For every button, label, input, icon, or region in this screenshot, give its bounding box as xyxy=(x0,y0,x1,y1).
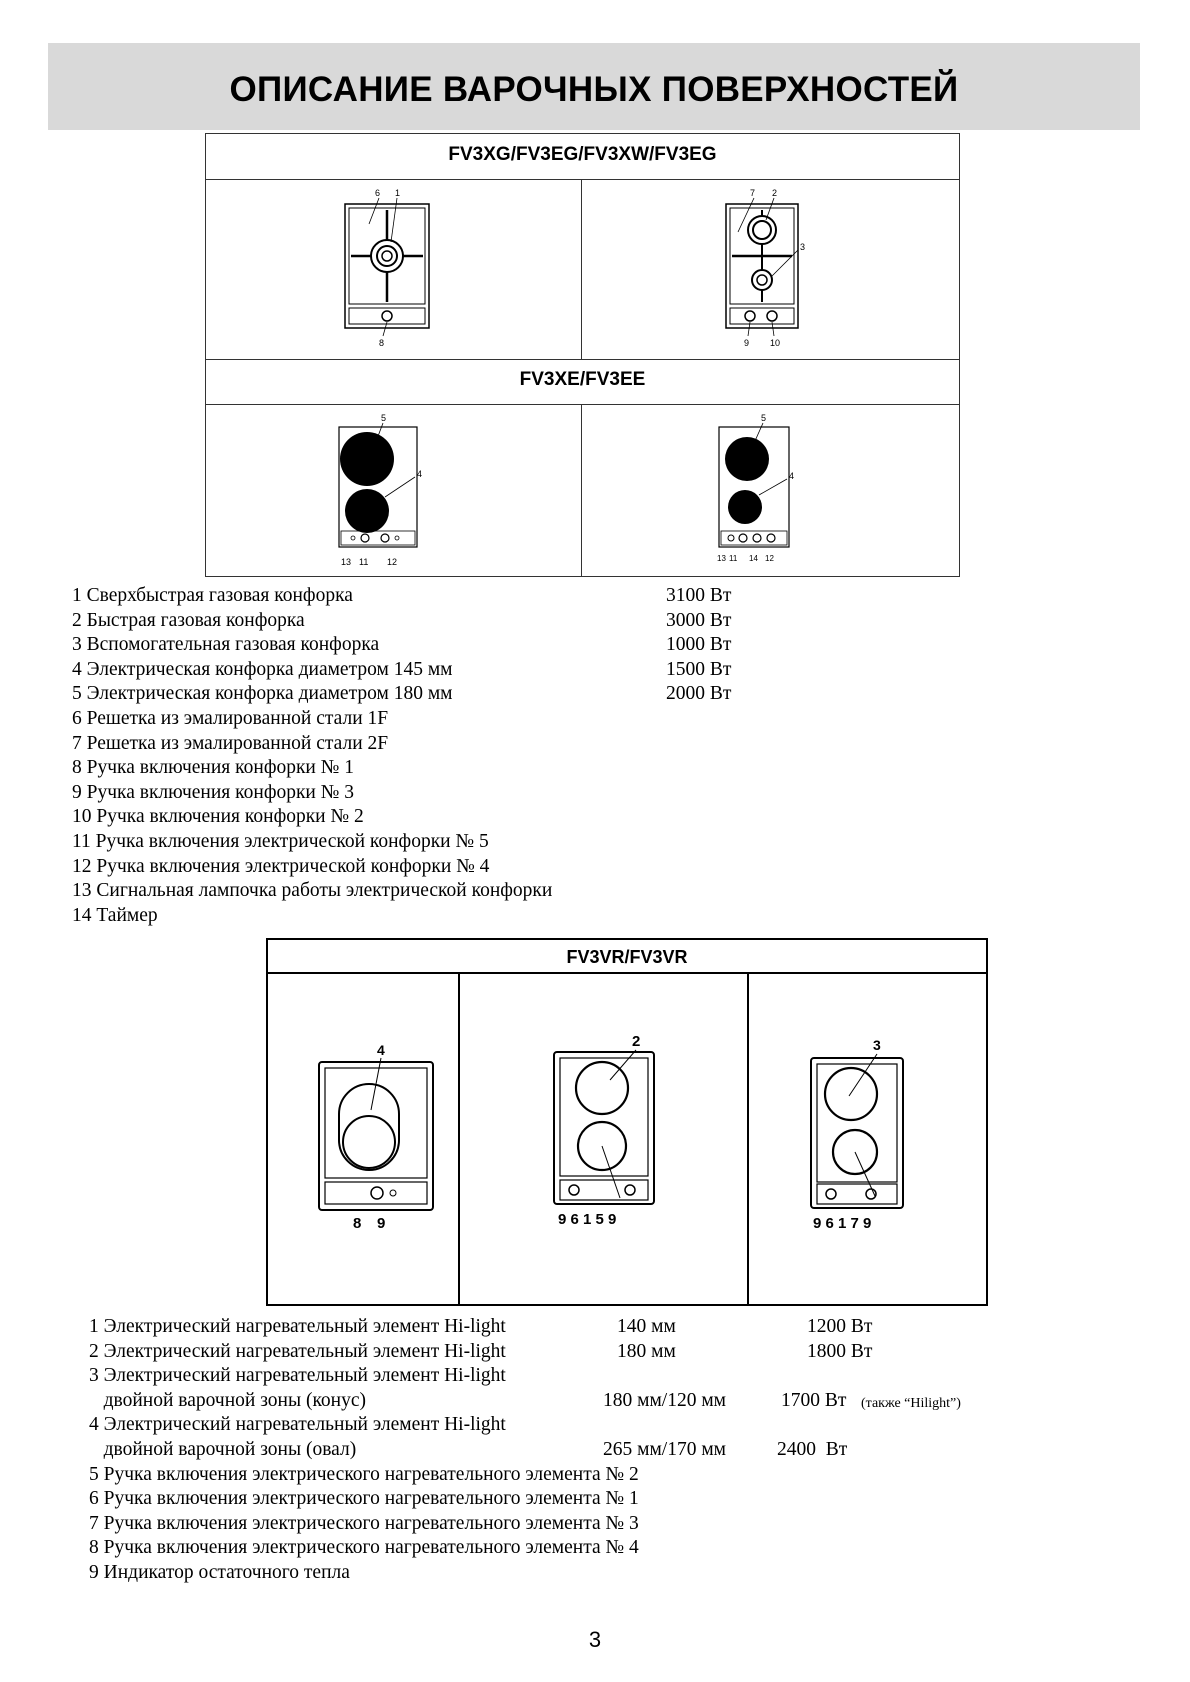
label-2: 2 xyxy=(772,188,778,198)
page-title: ОПИСАНИЕ ВАРОЧНЫХ ПОВЕРХНОСТЕЙ xyxy=(229,70,959,109)
electric-hob-figure-1 xyxy=(329,409,439,574)
label-4: 4 xyxy=(789,471,795,481)
bottom-labels: 9 6 1 7 9 xyxy=(813,1215,872,1232)
legend-item: 3 Вспомогательная газовая конфорка 1000 Вт xyxy=(72,634,732,656)
label-3: 3 xyxy=(873,1037,881,1053)
hilight-double-hob-figure-b xyxy=(550,1030,680,1230)
legend-list-2 xyxy=(89,1315,1009,1586)
electric-hob-figure-2 xyxy=(709,409,819,574)
legend-item: 8 Ручка включения конфорки № 1 xyxy=(72,757,354,779)
label-8: 8 xyxy=(353,1215,362,1230)
label-13: 13 xyxy=(717,554,726,563)
page-number: 3 xyxy=(588,1627,602,1652)
legend-item: 12 Ручка включения электрической конфорки № 4 xyxy=(72,855,490,877)
label-10: 10 xyxy=(770,338,781,348)
legend-item: 1 Электрический нагревательный элемент Hi-light 140 мм 1200 Вт xyxy=(89,1316,873,1337)
label-9: 9 xyxy=(377,1215,386,1230)
label-7: 7 xyxy=(750,188,756,198)
legend-item: 2 Быстрая газовая конфорка 3000 Вт xyxy=(72,609,732,631)
hilight-double-hob-figure-c xyxy=(809,1034,939,1234)
legend-item: 9 Ручка включения конфорки № 3 xyxy=(72,781,354,803)
label-6: 6 xyxy=(375,188,381,198)
hob-table-hilight xyxy=(266,938,988,1306)
label-11: 11 xyxy=(359,557,369,567)
gas-hob-double-burner-figure xyxy=(720,184,820,354)
gas-hob-single-burner-figure xyxy=(339,184,439,354)
legend-item: 6 Решетка из эмалированной стали 1F xyxy=(72,707,389,729)
bottom-labels: 9 6 1 5 9 xyxy=(558,1211,617,1228)
legend-item: 4 Электрическая конфорка диаметром 145 мм 1500 Вт xyxy=(72,658,732,680)
label-12: 12 xyxy=(765,554,774,563)
header-hilight-models: FV3VR/FV3VR xyxy=(566,947,688,967)
label-3: 3 xyxy=(800,242,806,252)
legend-item: 1 Сверхбыстрая газовая конфорка 3100 Вт xyxy=(72,585,732,606)
label-14: 14 xyxy=(749,554,758,563)
legend-item: 10 Ручка включения конфорки № 2 xyxy=(72,806,364,828)
legend-item: 8 Ручка включения электрического нагревательного элемента № 4 xyxy=(89,1537,639,1559)
legend-item: 13 Сигнальная лампочка работы электрической конфорки xyxy=(72,880,553,902)
legend-item: 9 Индикатор остаточного тепла xyxy=(89,1561,350,1583)
legend-item: 5 Электрическая конфорка диаметром 180 мм 2000 Вт xyxy=(72,683,732,705)
label-4: 4 xyxy=(377,1042,385,1058)
legend-item: 7 Ручка включения электрического нагревательного элемента № 3 xyxy=(89,1512,639,1534)
legend-item: 11 Ручка включения электрической конфорки № 5 xyxy=(72,830,489,852)
legend-item: 7 Решетка из эмалированной стали 2F xyxy=(72,732,389,754)
label-4: 4 xyxy=(417,469,423,479)
label-11: 11 xyxy=(729,554,738,563)
title-banner xyxy=(48,43,1140,130)
label-8: 8 xyxy=(379,338,385,348)
label-1: 1 xyxy=(395,188,401,198)
label-13: 13 xyxy=(341,557,352,567)
hob-table-gas-electric xyxy=(205,133,960,577)
legend-item: 14 Таймер xyxy=(72,904,158,926)
label-5: 5 xyxy=(381,413,387,423)
legend-list-1 xyxy=(72,584,772,928)
hilight-oval-hob-figure xyxy=(313,1040,443,1230)
label-12: 12 xyxy=(387,557,398,567)
header-gas-models: FV3XG/FV3EG/FV3XW/FV3EG xyxy=(448,144,717,165)
header-electric-models: FV3XE/FV3EE xyxy=(519,369,646,390)
legend-item: двойной варочной зоны (овал) 265 мм/170 мм 2400 Вт xyxy=(89,1438,848,1460)
legend-item: 5 Ручка включения электрического нагревательного элемента № 2 xyxy=(89,1463,639,1485)
legend-item: 2 Электрический нагревательный элемент Hi-light 180 мм 1800 Вт xyxy=(89,1340,873,1362)
legend-item: 4 Электрический нагревательный элемент Hi-light xyxy=(89,1414,506,1436)
legend-item: 3 Электрический нагревательный элемент Hi-light xyxy=(89,1365,506,1387)
legend-item: двойной варочной зоны (конус) 180 мм/120 мм 1700 Вт (также “Hilight”) xyxy=(89,1389,961,1411)
label-5: 5 xyxy=(761,413,767,423)
legend-item: 6 Ручка включения электрического нагревательного элемента № 1 xyxy=(89,1488,639,1510)
label-2: 2 xyxy=(632,1033,641,1050)
label-9: 9 xyxy=(744,338,750,348)
